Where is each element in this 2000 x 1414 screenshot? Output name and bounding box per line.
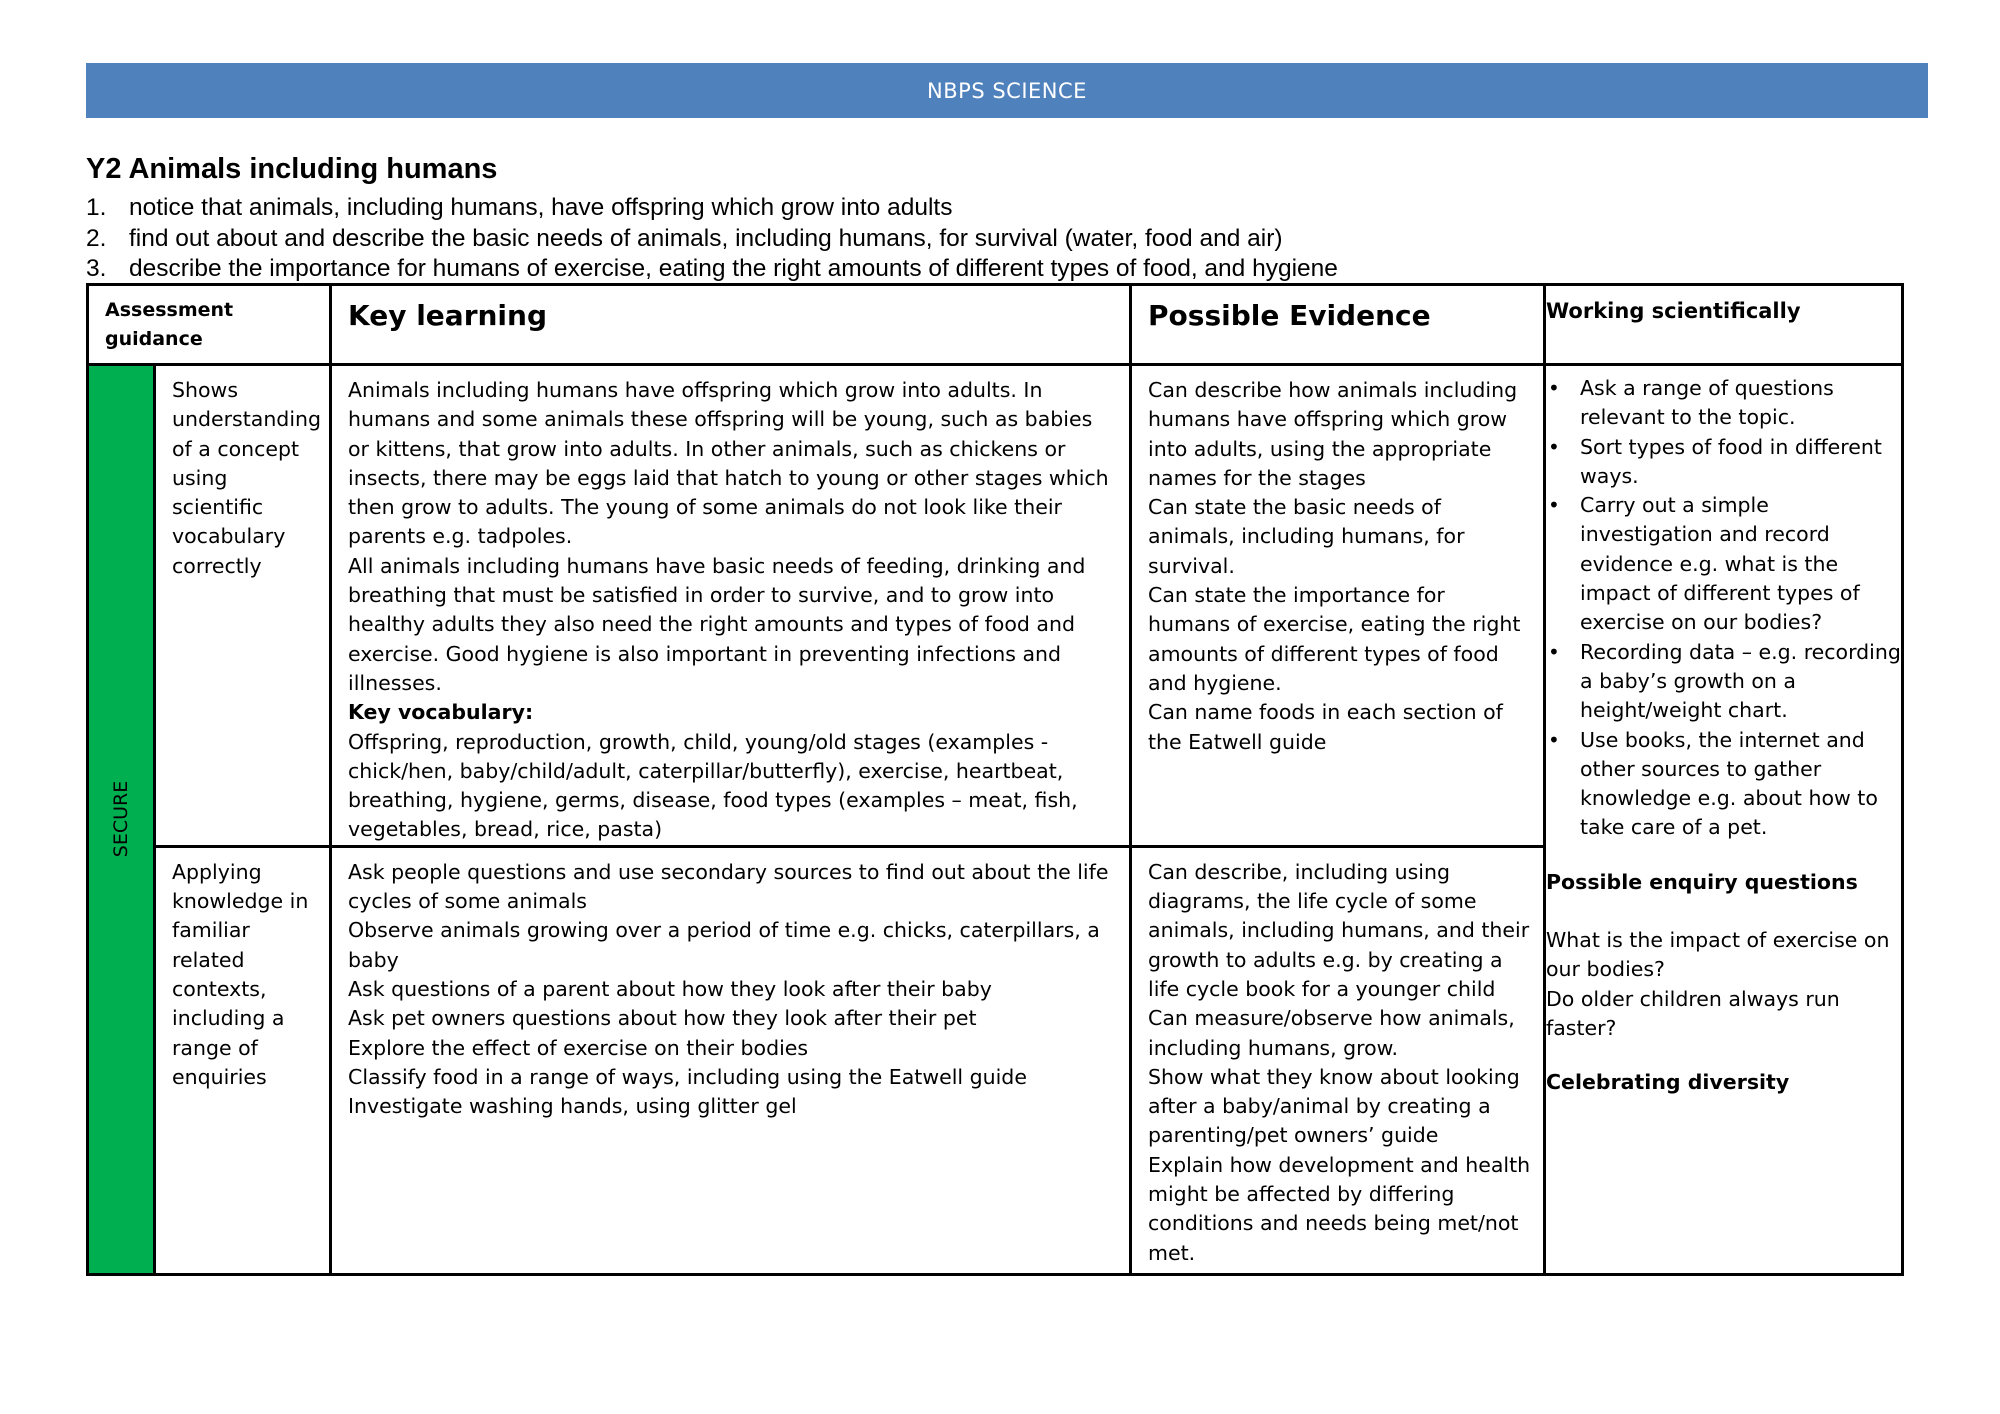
key-learning-line: Ask pet owners questions about how they look after their pet — [348, 1006, 977, 1031]
secure-label: SECURE — [110, 781, 132, 858]
evidence-cell — [1131, 846, 1545, 1274]
key-learning-line: Observe animals growing over a period of time e.g. chicks, caterpillars, a baby — [348, 918, 1100, 972]
guidance-text: Shows understanding of a concept using scientific vocabulary correctly — [172, 378, 322, 578]
objective-item — [86, 254, 1338, 285]
evidence-cell — [1131, 365, 1545, 847]
working-scientifically-list — [1546, 374, 1901, 843]
key-learning-line: Classify food in a range of ways, including using the Eatwell guide — [348, 1064, 1027, 1089]
evidence-line: Can name foods in each section of the Eatwell guide — [1148, 700, 1503, 754]
key-learning-line: Ask questions of a parent about how they look after their baby — [348, 976, 992, 1001]
evidence-line: Explain how development and health might be affected by differing conditions and needs being met/not met. — [1148, 1152, 1531, 1265]
evidence-line: Can measure/observe how animals, including humans, grow. — [1148, 1006, 1515, 1060]
header-banner: NBPS SCIENCE — [86, 63, 1928, 118]
evidence-line: Can state the basic needs of animals, including humans, for survival. — [1148, 495, 1465, 578]
page-title: Y2 Animals including humans — [86, 153, 498, 185]
enquiry-question: Do older children always run faster? — [1546, 986, 1840, 1040]
enquiry-question: What is the impact of exercise on our bodies? — [1546, 928, 1890, 982]
header-key-learning: Key learning — [331, 285, 1131, 365]
list-item: • Carry out a simple investigation and record evidence e.g. what is the impact of different types of exercise on our bodies? — [1546, 491, 1901, 637]
guidance-text: Applying knowledge in familiar related contexts, including a range of enquiries — [172, 859, 309, 1089]
objective-text: find out about and describe the basic needs of animals, including humans, for survival (water, food and air) — [129, 224, 1283, 252]
enquiry-questions-title: Possible enquiry questions — [1546, 869, 1858, 894]
list-item: • Recording data – e.g. recording a baby’s growth on a height/weight chart. — [1546, 638, 1901, 726]
guidance-cell — [155, 846, 331, 1274]
key-vocabulary-text: Offspring, reproduction, growth, child, young/old stages (examples - chick/hen, baby/child/adult, caterpillar/butterfly), exercise, heartbeat, breathing, hygiene, germs, disease, food types (examples – meat, fish, vegetables, bread, rice, pasta) — [348, 729, 1078, 842]
celebrating-diversity-title: Celebrating diversity — [1546, 1070, 1790, 1095]
working-scientifically-cell — [1545, 365, 1903, 1275]
evidence-line: Show what they know about looking after a baby/animal by creating a parenting/pet owners’ guide — [1148, 1064, 1520, 1148]
objective-number: 1. — [86, 194, 107, 221]
key-vocabulary-title: Key vocabulary: — [348, 700, 534, 725]
guidance-cell — [155, 365, 331, 847]
objective-number: 3. — [86, 255, 107, 282]
objective-text: describe the importance for humans of exercise, eating the right amounts of different types of food, and hygiene — [129, 255, 1338, 282]
key-learning-line: Explore the effect of exercise on their bodies — [348, 1035, 809, 1060]
objectives-list — [86, 193, 1338, 285]
table-header-row — [88, 285, 1903, 365]
evidence-line: Can describe, including using diagrams, the life cycle of some animals, including humans, and their growth to adults e.g. by creating a life cycle book for a younger child — [1148, 859, 1530, 1001]
key-learning-paragraph: Animals including humans have offspring which grow into adults. In humans and some animals these offspring will be young, such as babies or kittens, that grow into adults. In other animals, such as chickens or insects, there may be eggs laid that hatch to young or other stages which then grow to adults. The young of some animals do not look like their parents e.g. tadpoles. — [348, 378, 1109, 549]
objective-number: 2. — [86, 224, 107, 252]
header-working-scientifically: Working scientifically — [1545, 285, 1903, 365]
evidence-line: Can describe how animals including humans have offspring which grow into adults, using the appropriate names for the stages — [1148, 378, 1518, 490]
table-row — [88, 365, 1903, 847]
list-item: • Use books, the internet and other sources to gather knowledge e.g. about how to take care of a pet. — [1546, 726, 1901, 843]
key-learning-line: Ask people questions and use secondary sources to find out about the life cycles of some animals — [348, 859, 1109, 914]
header-possible-evidence: Possible Evidence — [1131, 285, 1545, 365]
key-learning-line: Investigate washing hands, using glitter gel — [348, 1094, 797, 1119]
evidence-line: Can state the importance for humans of exercise, eating the right amounts of different types of food and hygiene. — [1148, 583, 1521, 695]
list-item: • Ask a range of questions relevant to the topic. — [1546, 374, 1901, 433]
list-item: • Sort types of food in different ways. — [1546, 433, 1901, 492]
objective-text: notice that animals, including humans, have offspring which grow into adults — [129, 194, 953, 221]
header-assessment-guidance: Assessment guidance — [88, 285, 331, 365]
objective-item — [86, 193, 1338, 224]
assessment-table — [86, 283, 1904, 1276]
key-learning-cell — [331, 365, 1131, 847]
secure-band — [88, 365, 155, 1275]
key-learning-cell — [331, 846, 1131, 1274]
objective-item — [86, 224, 1338, 255]
key-learning-paragraph: All animals including humans have basic needs of feeding, drinking and breathing that must be satisfied in order to survive, and to grow into healthy adults they also need the right amounts and types of food and exercise. Good hygiene is also important in preventing infections and illnesses. — [348, 553, 1086, 695]
